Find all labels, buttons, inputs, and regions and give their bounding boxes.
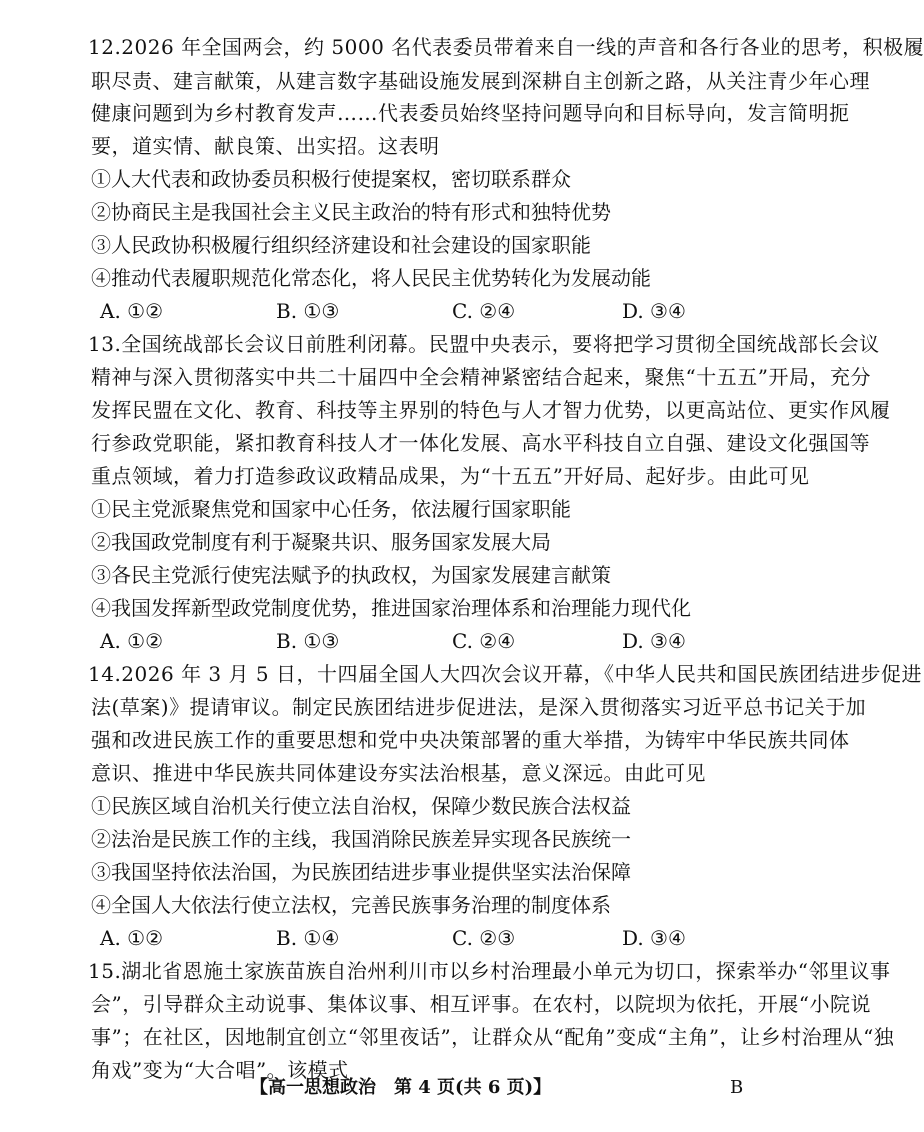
question-stem-line: 要，道实情、献良策、出实招。这表明	[91, 134, 440, 158]
question-stem-line: 事”；在社区，因地制宜创立“邻里夜话”，让群众从“配角”变成“主角”，让乡村治理从“独	[91, 1025, 895, 1049]
statement-option: ①人大代表和政协委员积极行使提案权，密切联系群众	[91, 167, 571, 191]
question-stem-line: 12.2026 年全国两会，约 5000 名代表委员带着来自一线的声音和各行各业的思考，积极履	[88, 35, 924, 59]
question-stem-line: 精神与深入贯彻落实中共二十届四中全会精神紧密结合起来，聚焦“十五五”开局，充分	[91, 365, 871, 389]
footer-version-label: B	[730, 1077, 744, 1098]
answer-choices	[100, 628, 740, 654]
footer-page-info: 【高一思想政治 第 4 页(共 6 页)】	[250, 1077, 552, 1098]
question-stem-line: 15.湖北省恩施土家族苗族自治州利川市以乡村治理最小单元为切口，探索举办“邻里议事	[88, 959, 891, 983]
statement-option: ②我国政党制度有利于凝聚共识、服务国家发展大局	[91, 530, 551, 554]
page-footer	[0, 1075, 800, 1101]
question-stem-line: 法(草案)》提请审议。制定民族团结进步促进法，是深入贯彻落实习近平总书记关于加	[91, 695, 867, 719]
question-stem-line: 重点领域，着力打造参政议政精品成果，为“十五五”开好局、起好步。由此可见	[91, 464, 810, 488]
statement-option: ①民主党派聚焦党和国家中心任务，依法履行国家职能	[91, 497, 571, 521]
choice-a[interactable]: A. ①②	[100, 629, 164, 653]
statement-option: ④我国发挥新型政党制度优势，推进国家治理体系和治理能力现代化	[91, 596, 691, 620]
choice-a[interactable]: A. ①②	[100, 926, 164, 950]
question-stem-line: 13.全国统战部长会议日前胜利闭幕。民盟中央表示，要将把学习贯彻全国统战部长会议	[88, 332, 880, 356]
question-stem-line: 角戏”变为“大合唱”。该模式	[91, 1058, 349, 1082]
choice-b[interactable]: B. ①③	[276, 629, 340, 653]
question-stem-line: 强和改进民族工作的重要思想和党中央决策部署的重大举措，为铸牢中华民族共同体	[91, 728, 850, 752]
choice-d[interactable]: D. ③④	[622, 299, 686, 323]
question-stem-line: 会”，引导群众主动说事、集体议事、相互评事。在农村，以院坝为依托，开展“小院说	[91, 992, 871, 1016]
statement-option: ②法治是民族工作的主线，我国消除民族差异实现各民族统一	[91, 827, 631, 851]
choice-d[interactable]: D. ③④	[622, 926, 686, 950]
answer-choices	[100, 298, 740, 324]
statement-option: ④推动代表履职规范化常态化，将人民民主优势转化为发展动能	[91, 266, 651, 290]
choice-a[interactable]: A. ①②	[100, 299, 164, 323]
statement-option: ③人民政协积极履行组织经济建设和社会建设的国家职能	[91, 233, 591, 257]
statement-option: ③各民主党派行使宪法赋予的执政权，为国家发展建言献策	[91, 563, 611, 587]
question-stem-line: 意识、推进中华民族共同体建设夯实法治根基，意义深远。由此可见	[91, 761, 706, 785]
choice-c[interactable]: C. ②④	[452, 629, 516, 653]
choice-b[interactable]: B. ①③	[276, 299, 340, 323]
statement-option: ②协商民主是我国社会主义民主政治的特有形式和独特优势	[91, 200, 611, 224]
statement-option: ③我国坚持依法治国，为民族团结进步事业提供坚实法治保障	[91, 860, 631, 884]
question-stem-line: 发挥民盟在文化、教育、科技等主界别的特色与人才智力优势，以更高站位、更实作风履	[91, 398, 891, 422]
statement-option: ①民族区域自治机关行使立法自治权，保障少数民族合法权益	[91, 794, 631, 818]
question-stem-line: 行参政党职能，紧扣教育科技人才一体化发展、高水平科技自立自强、建设文化强国等	[91, 431, 870, 455]
choice-c[interactable]: C. ②④	[452, 299, 516, 323]
choice-d[interactable]: D. ③④	[622, 629, 686, 653]
choice-c[interactable]: C. ②③	[452, 926, 516, 950]
answer-choices	[100, 925, 740, 951]
statement-option: ④全国人大依法行使立法权，完善民族事务治理的制度体系	[91, 893, 611, 917]
question-stem-line: 14.2026 年 3 月 5 日，十四届全国人大四次会议开幕，《中华人民共和国民族团结进步促进	[88, 662, 922, 686]
question-stem-line: 职尽责、建言献策，从建言数字基础设施发展到深耕自主创新之路，从关注青少年心理	[91, 69, 870, 93]
choice-b[interactable]: B. ①④	[276, 926, 340, 950]
question-stem-line: 健康问题到为乡村教育发声……代表委员始终坚持问题导向和目标导向，发言简明扼	[91, 101, 850, 125]
